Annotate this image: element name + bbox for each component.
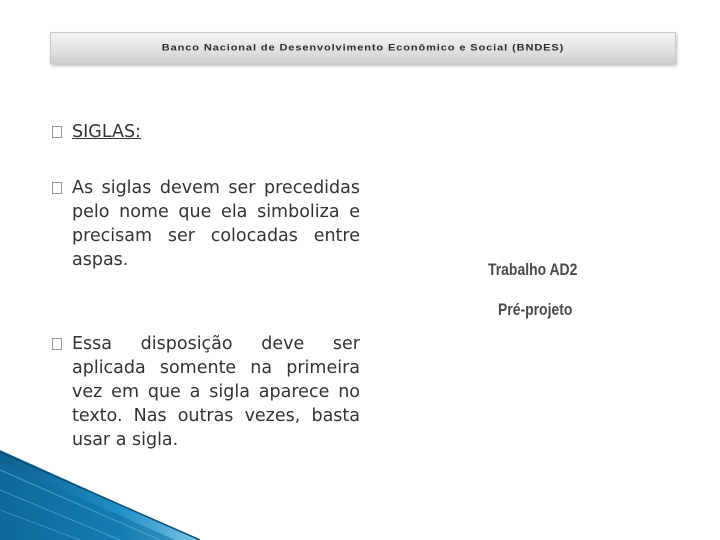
header-banner	[50, 32, 676, 64]
side-subtitle: Pré-projeto	[498, 300, 573, 319]
section-heading: SIGLAS:	[72, 122, 141, 142]
bullet-box-icon	[52, 126, 62, 138]
bullet-text: As siglas devem ser precedidas pelo nome que ela simboliza e precisam ser colocadas entre aspas.	[72, 178, 360, 270]
corner-decoration	[0, 450, 200, 540]
bullet-box-icon	[52, 338, 62, 350]
bullet-text: Essa disposição deve ser aplicada somente na primeira vez em que a sigla aparece no texto. Nas outras vezes, basta usar a sigla.	[72, 334, 360, 450]
banner-title: Banco Nacional de Desenvolvimento Econômico e Social (BNDES)	[161, 43, 565, 53]
bullet-box-icon	[52, 182, 62, 194]
side-title: Trabalho AD2	[488, 260, 578, 279]
